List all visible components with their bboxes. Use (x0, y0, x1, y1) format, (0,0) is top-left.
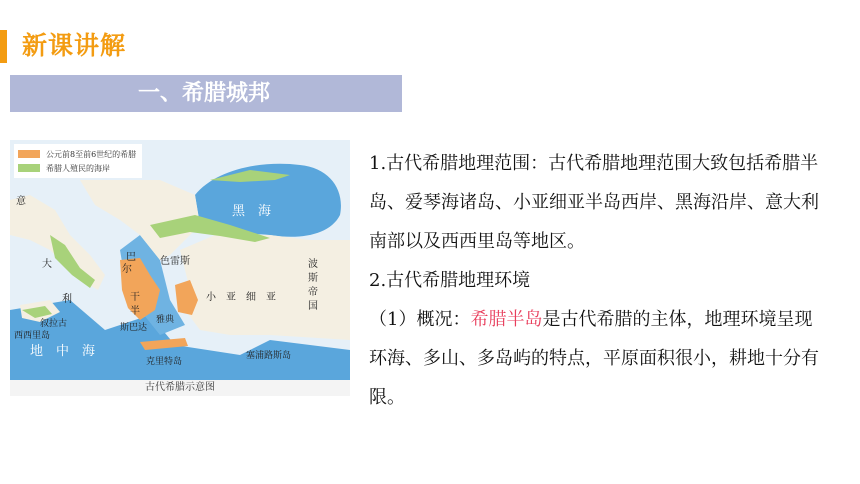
map-label-black-sea: 黑 海 (232, 204, 272, 219)
map-label-asia-minor: 小 亚 细 亚 (206, 292, 276, 303)
map-label-persia: 波斯帝国 (308, 259, 318, 312)
legend-label: 公元前8至前6世纪的希腊 (46, 149, 137, 159)
legend-item (18, 147, 136, 161)
map-label-gan: 干 (130, 292, 140, 303)
map-label-cyprus: 塞浦路斯岛 (246, 351, 292, 361)
map-legend (14, 144, 142, 178)
map-label-mediterranean: 地 中 海 (30, 344, 96, 359)
highlight-greek-peninsula: 希腊半岛 (470, 309, 543, 330)
map-label-athens: 雅典 (156, 315, 175, 325)
content-text (369, 144, 829, 417)
paragraph-overview (369, 300, 829, 417)
legend-label: 希腊人殖民的海岸 (46, 163, 110, 173)
map-label-da: 大 (42, 259, 52, 270)
page-title: 新课讲解 (22, 31, 127, 60)
overview-prefix: （1）概况： (369, 309, 471, 330)
map-label-syracuse: 叙拉古 (40, 319, 68, 329)
map-label-sicily: 西西里岛 (14, 331, 51, 341)
greece-map (10, 140, 350, 396)
map-label-crete: 克里特岛 (146, 357, 183, 367)
section-banner (10, 75, 402, 112)
map-label-ba: 巴 (126, 252, 136, 263)
map-label-yi: 意 (16, 196, 26, 207)
overview-text: 是古代希腊的主体，地理环境呈现环海、多山、多岛屿的特点，平原面积很小，耕地十分有限。 (369, 309, 819, 408)
paragraph-geographic-scope: 1.古代希腊地理范围：古代希腊地理范围大致包括希腊半岛、爱琴海诸岛、小亚细亚半岛西岸、黑海沿岸、意大利南部以及西西里岛等地区。 (369, 153, 819, 252)
legend-item (18, 161, 136, 175)
map-label-thrace: 色雷斯 (160, 256, 190, 267)
legend-swatch (18, 164, 40, 172)
paragraph-environment-heading: 2.古代希腊地理环境 (369, 270, 531, 291)
map-caption: 古代希腊示意图 (10, 380, 350, 396)
map-label-ban: 半 (130, 306, 140, 317)
legend-swatch (18, 150, 40, 158)
map-label-li: 利 (62, 294, 72, 305)
map-label-sparta: 斯巴达 (120, 323, 148, 333)
map-label-er: 尔 (122, 264, 132, 275)
section-title: 一、希腊城邦 (138, 81, 271, 106)
header-accent-bar (0, 30, 7, 63)
